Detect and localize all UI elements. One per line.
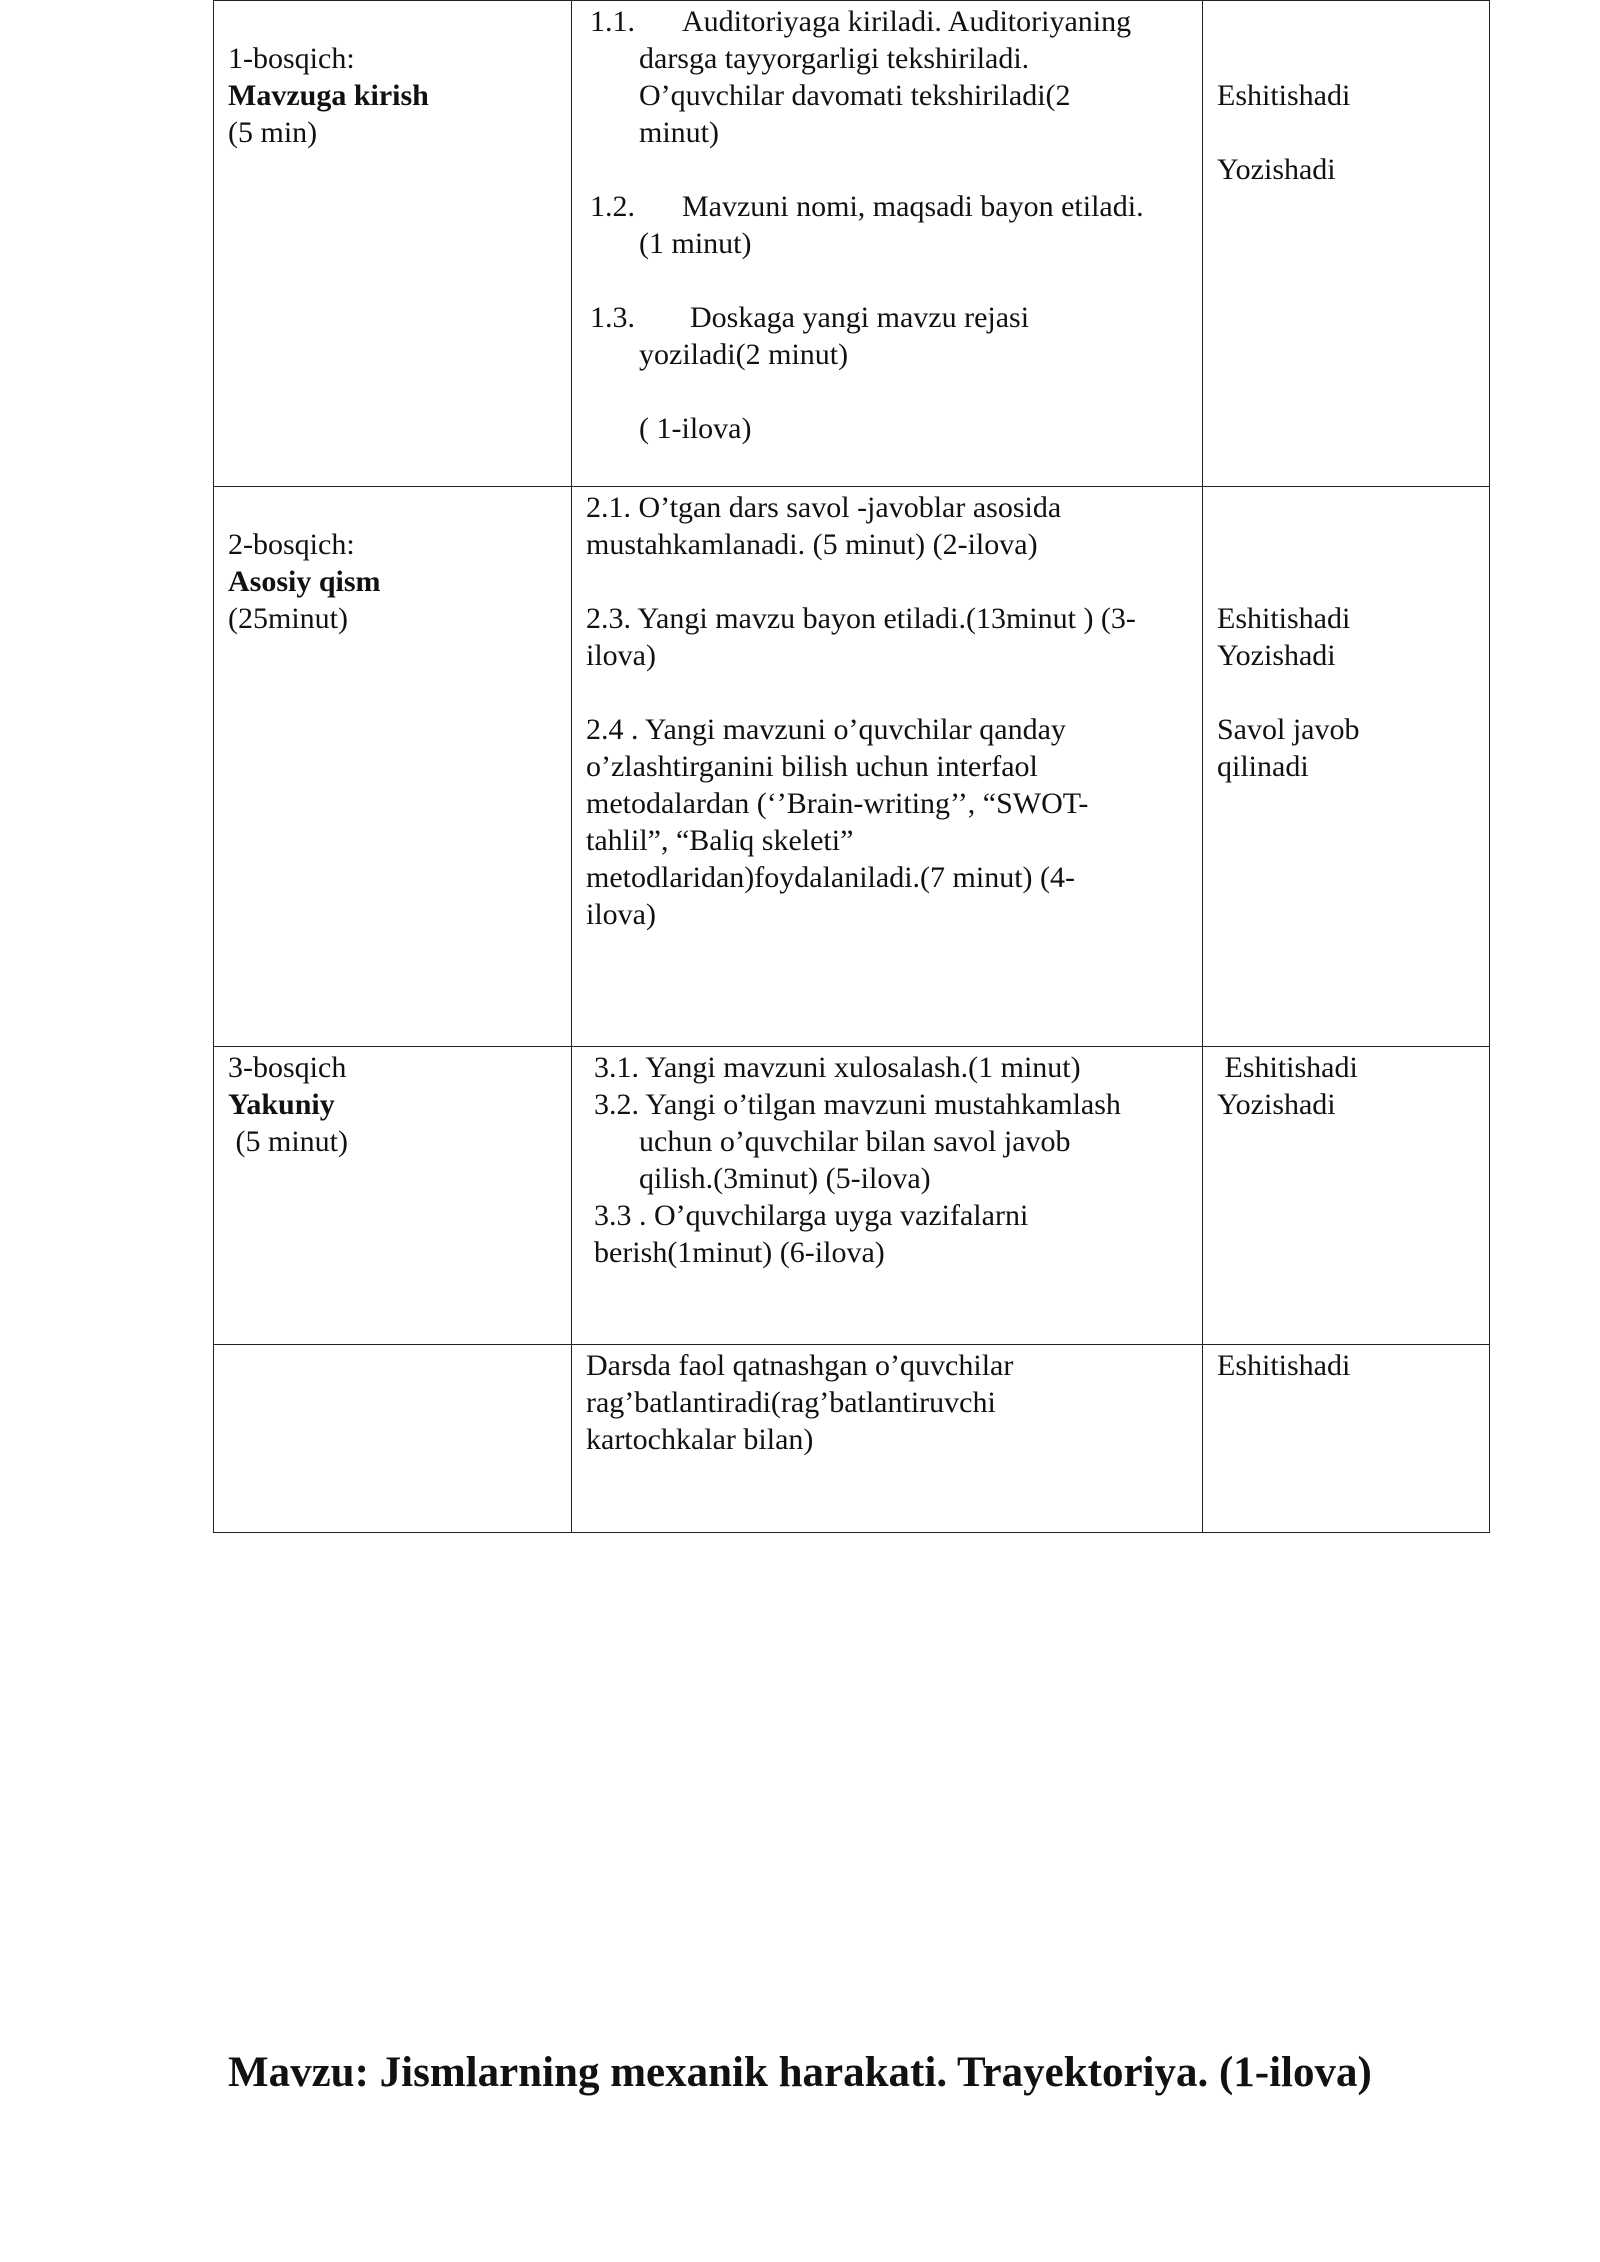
reactions-cell (1203, 1047, 1490, 1345)
reaction-text: Savol javob (1217, 713, 1360, 746)
activity-text: Auditoriyaga kiriladi. Auditoriyaning (682, 5, 1132, 38)
stage-name: Asosiy qism (228, 565, 381, 598)
reactions-cell (1203, 1, 1490, 487)
activities-cell (572, 1047, 1203, 1345)
stage-title: 2-bosqich: (228, 528, 355, 561)
activity-text: yoziladi(2 minut) (639, 338, 849, 371)
activity-text: 2.1. O’tgan dars savol -javoblar asosida (586, 491, 1062, 524)
activity-text: ( 1-ilova) (639, 412, 752, 445)
reaction-text: Eshitishadi (1217, 79, 1351, 112)
activity-text: 2.3. Yangi mavzu bayon etiladi.(13minut ) (3- (586, 602, 1136, 635)
activity-number: 1.1. (590, 5, 635, 38)
activity-item (586, 600, 1188, 674)
activity-item (590, 299, 1188, 447)
stage-cell (214, 1, 572, 487)
stage-duration: (5 minut) (228, 1125, 348, 1158)
activity-text: Darsda faol qatnashgan o’quvchilar (586, 1349, 1014, 1382)
activity-item (590, 188, 1188, 262)
reaction-text (1217, 674, 1475, 711)
reaction-text: Yozishadi (1217, 153, 1336, 186)
stage-cell (214, 1345, 572, 1533)
reactions-cell (1203, 1345, 1490, 1533)
activity-text: minut) (639, 116, 719, 149)
activity-text: qilish.(3minut) (5-ilova) (594, 1162, 931, 1195)
reaction-text: Eshitishadi (1217, 602, 1351, 635)
reaction-text (1217, 114, 1475, 151)
activity-text: O’quvchilar davomati tekshiriladi(2 (639, 79, 1071, 112)
stage-name: Yakuniy (228, 1088, 335, 1121)
reaction-text: Eshitishadi (1217, 1349, 1351, 1382)
activity-text: kartochkalar bilan) (586, 1423, 814, 1456)
activity-text: metodlaridan)foydalaniladi.(7 minut) (4- (586, 861, 1076, 894)
activity-text: (1 minut) (639, 227, 752, 260)
stage-cell (214, 1047, 572, 1345)
activity-item (590, 3, 1188, 151)
activity-text (590, 373, 1188, 410)
activity-text: metodalardan (‘’Brain-writing’’, “SWOT- (586, 787, 1089, 820)
activity-item (586, 489, 1188, 563)
table-row-stage-3 (214, 1047, 1490, 1345)
topic-heading: Mavzu: Jismlarning mexanik harakati. Trayektoriya. (1-ilova) (228, 2049, 1372, 2096)
activity-item (586, 711, 1188, 933)
reaction-text: qilinadi (1217, 750, 1309, 783)
activity-text: ilova) (586, 898, 656, 931)
activity-text: 3.3 . O’quvchilarga uyga vazifalarni (594, 1199, 1029, 1232)
reaction-text: Yozishadi (1217, 639, 1336, 672)
stage-duration: (5 min) (228, 116, 318, 149)
reaction-text: Yozishadi (1217, 1088, 1336, 1121)
activity-text: o’zlashtirganini bilish uchun interfaol (586, 750, 1038, 783)
activities-cell (572, 1, 1203, 487)
activities-cell (572, 487, 1203, 1047)
reaction-text: Eshitishadi (1217, 1051, 1358, 1084)
activity-text: berish(1minut) (6-ilova) (594, 1236, 885, 1269)
activity-text: rag’batlantiradi(rag’batlantiruvchi (586, 1386, 996, 1419)
table-row-reward (214, 1345, 1490, 1533)
activity-text: 3.2. Yangi o’tilgan mavzuni mustahkamlash (594, 1088, 1121, 1121)
activities-cell (572, 1345, 1203, 1533)
table-row-stage-1 (214, 1, 1490, 487)
activity-text: darsga tayyorgarligi tekshiriladi. (639, 42, 1030, 75)
activity-text: 2.4 . Yangi mavzuni o’quvchilar qanday (586, 713, 1066, 746)
activity-number: 1.2. (590, 190, 635, 223)
stage-name: Mavzuga kirish (228, 79, 429, 112)
lesson-plan-table (213, 0, 1490, 1533)
activity-text: Mavzuni nomi, maqsadi bayon etiladi. (682, 190, 1144, 223)
activity-text: mustahkamlanadi. (5 minut) (2-ilova) (586, 528, 1038, 561)
reactions-cell (1203, 487, 1490, 1047)
activity-text: 3.1. Yangi mavzuni xulosalash.(1 minut) (594, 1051, 1081, 1084)
activity-text: Doskaga yangi mavzu rejasi (690, 301, 1030, 334)
stage-title: 1-bosqich: (228, 42, 355, 75)
activity-number: 1.3. (590, 301, 635, 334)
activity-text: tahlil”, “Baliq skeleti” (586, 824, 854, 857)
table-row-stage-2 (214, 487, 1490, 1047)
stage-title: 3-bosqich (228, 1051, 347, 1084)
activity-text: ilova) (586, 639, 656, 672)
stage-cell (214, 487, 572, 1047)
activity-text: uchun o’quvchilar bilan savol javob (594, 1125, 1071, 1158)
stage-duration: (25minut) (228, 602, 348, 635)
